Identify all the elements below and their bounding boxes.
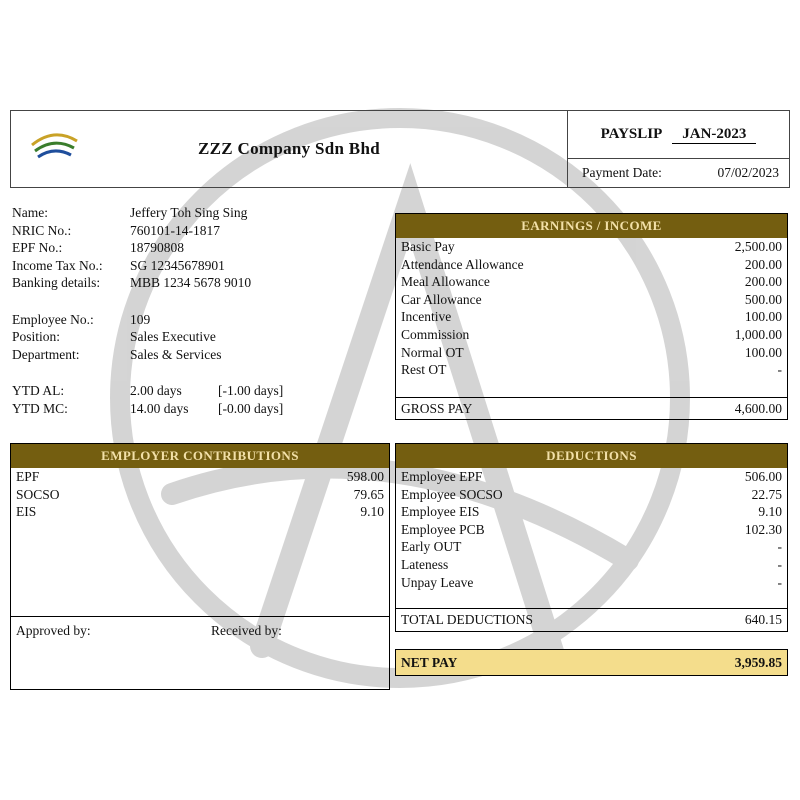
deduction-row-label: Employee EPF [401,469,483,484]
earnings-row [396,238,787,256]
deduction-row-label: Lateness [401,556,449,572]
employee-info [12,204,390,417]
earnings-row [396,256,787,274]
employee-field-label: Banking details: [12,275,101,290]
total-deductions-row [396,608,787,631]
employee-ytd-rows [12,382,390,417]
gross-pay-label: GROSS PAY [401,400,473,416]
contributions-rows [11,468,389,521]
employer-contributions-table [10,443,390,616]
earnings-row [396,344,787,362]
employee-field-label: Department: [12,346,80,362]
deduction-row-label: Employee EIS [401,504,480,520]
ytd-row [12,400,390,418]
deduction-row [396,574,787,592]
deduction-row-amount: 9.10 [758,504,782,520]
contribution-row [11,468,389,486]
employee-field-value: SG 12345678901 [130,257,225,273]
net-pay-row [395,649,788,676]
earnings-row-amount: 100.00 [744,344,782,360]
contribution-row-amount: 598.00 [346,469,384,484]
gross-pay-row [396,397,787,419]
contribution-row-label: EIS [16,504,37,520]
deduction-row-label: Employee SOCSO [401,486,503,502]
deduction-row-label: Unpay Leave [401,574,474,590]
earnings-row-amount: 100.00 [744,309,782,325]
employee-info-row [12,239,390,257]
net-pay-label: NET PAY [401,654,458,670]
earnings-row [396,361,787,379]
employee-identity-rows [12,204,390,292]
deductions-title-bar: DEDUCTIONS [396,444,787,468]
earnings-row [396,326,787,344]
earnings-row-amount: 2,500.00 [734,239,782,254]
contribution-row [11,486,389,504]
contribution-row-amount: 79.65 [353,486,384,502]
earnings-row [396,308,787,326]
deduction-row-amount: 22.75 [751,486,782,502]
earnings-row-label: Normal OT [401,344,464,360]
employee-field-value: Sales & Services [130,346,222,362]
signature-section [10,616,390,690]
employee-field-value: Jeffery Toh Sing Sing [130,205,248,220]
gross-pay-amount: 4,600.00 [734,400,782,416]
payment-date-row [568,159,789,187]
employee-field-value: Sales Executive [130,329,216,344]
deduction-row [396,468,787,486]
received-by-label: Received by: [211,623,282,638]
earnings-row-label: Incentive [401,309,452,325]
earnings-row-label: Attendance Allowance [401,256,524,272]
employee-field-label: Income Tax No.: [12,257,103,273]
earnings-row-amount: 1,000.00 [734,326,782,342]
contribution-row-label: EPF [16,469,40,484]
contribution-row [11,503,389,521]
total-deductions-amount: 640.15 [744,612,782,627]
earnings-row-amount: 500.00 [744,291,782,307]
earnings-row-label: Car Allowance [401,291,482,307]
earnings-row [396,291,787,309]
earnings-row-amount: 200.00 [744,256,782,272]
deduction-row [396,521,787,539]
header-right-cell [568,111,789,187]
ytd-label: YTD AL: [12,383,65,398]
earnings-title-bar: EARNINGS / INCOME [396,214,787,238]
employee-field-label: Name: [12,205,48,220]
earnings-row-label: Meal Allowance [401,274,490,290]
payslip-title-row [568,111,789,159]
earnings-row-label: Basic Pay [401,239,455,254]
deduction-row [396,503,787,521]
contribution-row-label: SOCSO [16,486,60,502]
header-left-cell [11,111,568,187]
earnings-row [396,273,787,291]
payment-date-value: 07/02/2023 [717,165,779,180]
earnings-row-amount: - [777,362,782,378]
payslip-header [10,110,790,188]
total-deductions-label: TOTAL DEDUCTIONS [401,612,534,627]
payment-date-label: Payment Date: [582,165,662,180]
approved-by-label: Approved by: [16,623,91,638]
employee-info-row [12,274,390,292]
deduction-row-amount: 102.30 [744,521,782,537]
employee-field-label: NRIC No.: [12,222,72,238]
deduction-row [396,538,787,556]
employee-info-row [12,311,390,329]
ytd-value: 14.00 days [130,400,189,416]
employee-field-value: 109 [130,311,151,327]
employee-info-row [12,204,390,222]
employee-field-label: Position: [12,329,61,344]
net-pay-amount: 3,959.85 [734,654,782,670]
employee-info-row [12,346,390,364]
employee-job-rows [12,311,390,364]
earnings-row-amount: 200.00 [744,274,782,290]
earnings-table [395,213,788,420]
payslip-label: PAYSLIP [600,126,663,142]
employee-field-label: EPF No.: [12,240,63,255]
deduction-row-amount: 506.00 [744,469,782,484]
employee-info-row [12,257,390,275]
earnings-row-label: Commission [401,326,470,342]
employee-info-row [12,328,390,346]
ytd-label: YTD MC: [12,400,68,416]
deduction-row [396,486,787,504]
deduction-row-amount: - [777,556,782,572]
employee-field-value: MBB 1234 5678 9010 [130,275,252,290]
ytd-note: [-0.00 days] [218,400,284,416]
earnings-row-label: Rest OT [401,362,447,378]
deduction-row-amount: - [777,574,782,590]
employee-field-value: 760101-14-1817 [130,222,220,238]
employee-field-value: 18790808 [130,240,184,255]
deduction-row-label: Employee PCB [401,521,485,537]
contribution-row-amount: 9.10 [360,504,384,520]
company-name: ZZZ Company Sdn Bhd [198,139,380,158]
deduction-row-label: Early OUT [401,539,462,555]
deduction-row [396,556,787,574]
deductions-rows [396,468,787,591]
payslip-period: JAN-2023 [672,126,756,144]
ytd-note: [-1.00 days] [218,383,284,398]
employee-field-label: Employee No.: [12,311,94,327]
company-logo-icon [27,125,81,170]
deduction-row-amount: - [777,539,782,555]
ytd-value: 2.00 days [130,383,182,398]
ytd-row [12,382,390,400]
earnings-rows [396,238,787,379]
contributions-title-bar: EMPLOYER CONTRIBUTIONS [11,444,389,468]
employee-info-row [12,222,390,240]
deductions-table [395,443,788,632]
